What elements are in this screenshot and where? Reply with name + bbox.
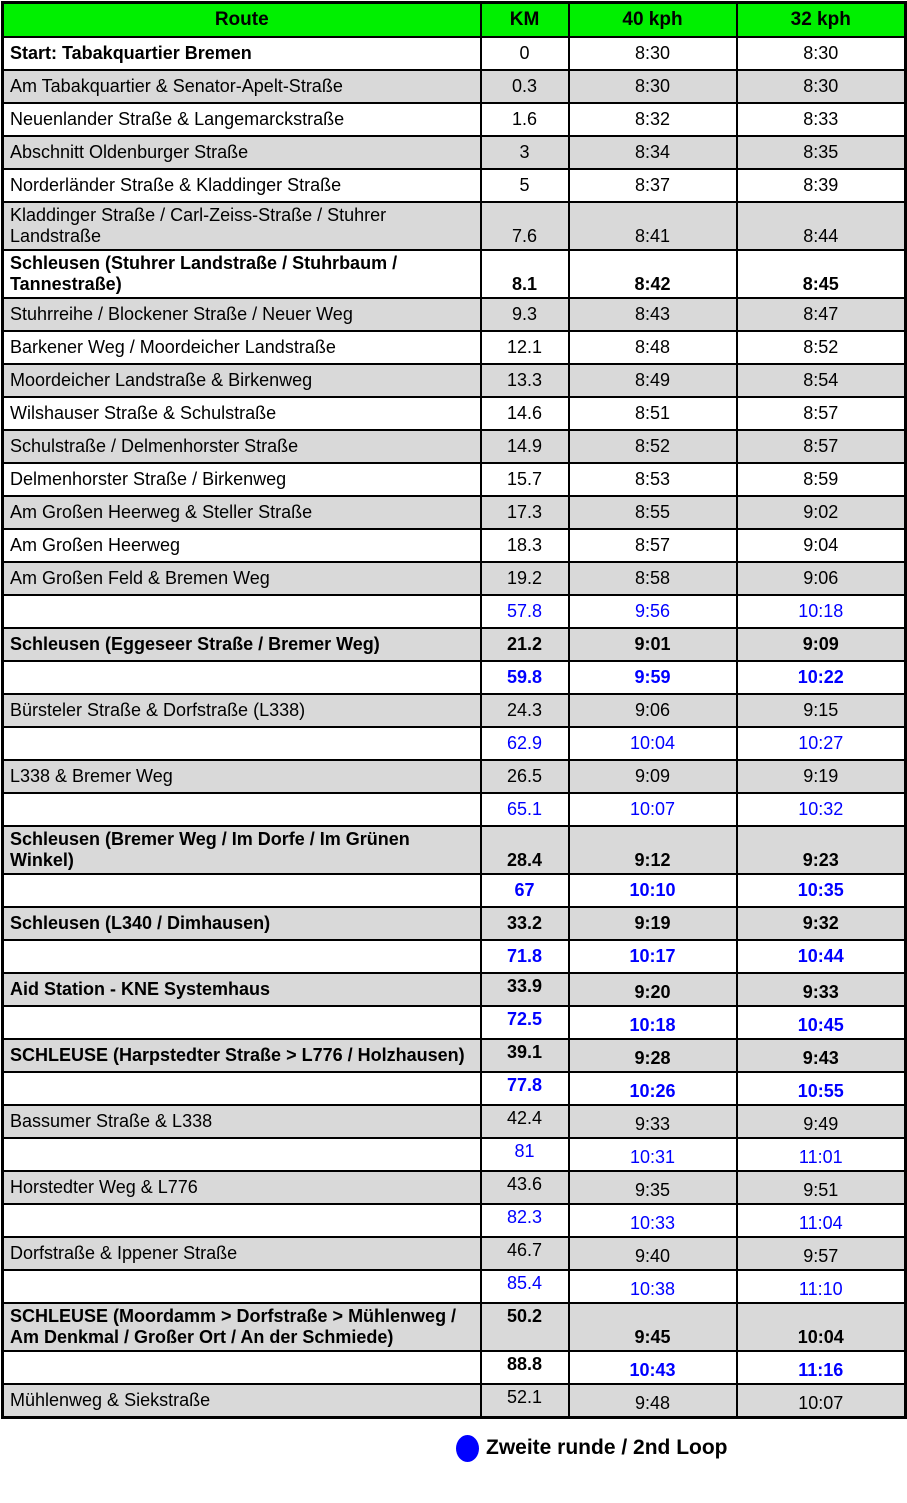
col-header-40kph: 40 kph xyxy=(569,3,737,38)
route-cell: Moordeicher Landstraße & Birkenweg xyxy=(3,364,481,397)
route-cell: Schleusen (Eggeseer Straße / Bremer Weg) xyxy=(3,628,481,661)
km-cell: 14.6 xyxy=(481,397,569,430)
time-32kph-cell: 8:45 xyxy=(737,250,906,298)
table-row xyxy=(3,661,906,694)
table-row xyxy=(3,1384,906,1417)
time-40kph-cell: 8:52 xyxy=(569,430,737,463)
table-row xyxy=(3,202,906,250)
time-40kph-cell: 10:43 xyxy=(569,1351,737,1384)
time-40kph-cell: 8:42 xyxy=(569,250,737,298)
time-32kph-cell: 11:16 xyxy=(737,1351,906,1384)
table-row xyxy=(3,694,906,727)
table-row xyxy=(3,907,906,940)
col-header-32kph: 32 kph xyxy=(737,3,906,38)
route-cell: Schleusen (Stuhrer Landstraße / Stuhrbaum / Tannestraße) xyxy=(3,250,481,298)
table-row xyxy=(3,628,906,661)
table-row xyxy=(3,727,906,760)
table-row xyxy=(3,1171,906,1204)
time-32kph-cell: 10:55 xyxy=(737,1072,906,1105)
time-40kph-cell: 10:17 xyxy=(569,940,737,973)
time-32kph-cell: 10:45 xyxy=(737,1006,906,1039)
table-row xyxy=(3,1072,906,1105)
table-row xyxy=(3,529,906,562)
km-cell: 33.2 xyxy=(481,907,569,940)
time-32kph-cell: 10:07 xyxy=(737,1384,906,1417)
route-cell: Schleusen (Bremer Weg / Im Dorfe / Im Grünen Winkel) xyxy=(3,826,481,874)
time-32kph-cell: 8:39 xyxy=(737,169,906,202)
table-row xyxy=(3,1204,906,1237)
route-cell xyxy=(3,940,481,973)
km-cell: 71.8 xyxy=(481,940,569,973)
time-40kph-cell: 8:41 xyxy=(569,202,737,250)
route-cell xyxy=(3,1204,481,1237)
time-40kph-cell: 8:55 xyxy=(569,496,737,529)
table-row xyxy=(3,430,906,463)
km-cell: 24.3 xyxy=(481,694,569,727)
route-cell: Am Tabakquartier & Senator-Apelt-Straße xyxy=(3,70,481,103)
route-cell: Wilshauser Straße & Schulstraße xyxy=(3,397,481,430)
km-cell: 88.8 xyxy=(481,1351,569,1384)
route-cell: Norderländer Straße & Kladdinger Straße xyxy=(3,169,481,202)
second-loop-legend xyxy=(456,1435,907,1462)
table-row xyxy=(3,1237,906,1270)
time-40kph-cell: 9:20 xyxy=(569,973,737,1006)
table-row xyxy=(3,793,906,826)
table-body xyxy=(3,37,906,1417)
table-row xyxy=(3,1105,906,1138)
col-header-km: KM xyxy=(481,3,569,38)
table-row xyxy=(3,298,906,331)
time-32kph-cell: 9:23 xyxy=(737,826,906,874)
time-32kph-cell: 9:43 xyxy=(737,1039,906,1072)
route-cell xyxy=(3,793,481,826)
km-cell: 26.5 xyxy=(481,760,569,793)
km-cell: 81 xyxy=(481,1138,569,1171)
route-cell: L338 & Bremer Weg xyxy=(3,760,481,793)
km-cell: 50.2 xyxy=(481,1303,569,1351)
table-row xyxy=(3,940,906,973)
route-cell: Abschnitt Oldenburger Straße xyxy=(3,136,481,169)
route-cell: Am Großen Heerweg xyxy=(3,529,481,562)
km-cell: 39.1 xyxy=(481,1039,569,1072)
route-cell: Neuenlander Straße & Langemarckstraße xyxy=(3,103,481,136)
col-header-route: Route xyxy=(3,3,481,38)
table-row xyxy=(3,826,906,874)
route-cell: Mühlenweg & Siekstraße xyxy=(3,1384,481,1417)
route-cell: Schleusen (L340 / Dimhausen) xyxy=(3,907,481,940)
km-cell: 0.3 xyxy=(481,70,569,103)
time-40kph-cell: 9:28 xyxy=(569,1039,737,1072)
route-cell xyxy=(3,727,481,760)
time-40kph-cell: 8:49 xyxy=(569,364,737,397)
table-row xyxy=(3,1270,906,1303)
route-cell: Bassumer Straße & L338 xyxy=(3,1105,481,1138)
loop-dot-icon xyxy=(456,1435,479,1462)
time-32kph-cell: 8:30 xyxy=(737,70,906,103)
route-cell: Horstedter Weg & L776 xyxy=(3,1171,481,1204)
km-cell: 21.2 xyxy=(481,628,569,661)
time-32kph-cell: 10:35 xyxy=(737,874,906,907)
km-cell: 28.4 xyxy=(481,826,569,874)
table-row xyxy=(3,1351,906,1384)
km-cell: 7.6 xyxy=(481,202,569,250)
table-row xyxy=(3,169,906,202)
time-40kph-cell: 9:09 xyxy=(569,760,737,793)
time-32kph-cell: 9:19 xyxy=(737,760,906,793)
route-cell xyxy=(3,1270,481,1303)
time-40kph-cell: 8:48 xyxy=(569,331,737,364)
time-40kph-cell: 9:40 xyxy=(569,1237,737,1270)
time-40kph-cell: 10:04 xyxy=(569,727,737,760)
km-cell: 57.8 xyxy=(481,595,569,628)
table-row xyxy=(3,562,906,595)
route-cell: Barkener Weg / Moordeicher Landstraße xyxy=(3,331,481,364)
table-row xyxy=(3,364,906,397)
time-40kph-cell: 9:35 xyxy=(569,1171,737,1204)
time-32kph-cell: 8:33 xyxy=(737,103,906,136)
time-32kph-cell: 10:44 xyxy=(737,940,906,973)
time-40kph-cell: 10:33 xyxy=(569,1204,737,1237)
time-32kph-cell: 10:04 xyxy=(737,1303,906,1351)
table-row xyxy=(3,1303,906,1351)
time-40kph-cell: 8:58 xyxy=(569,562,737,595)
time-32kph-cell: 11:10 xyxy=(737,1270,906,1303)
table-row xyxy=(3,1138,906,1171)
route-cell xyxy=(3,661,481,694)
time-32kph-cell: 9:51 xyxy=(737,1171,906,1204)
table-row xyxy=(3,595,906,628)
km-cell: 18.3 xyxy=(481,529,569,562)
time-32kph-cell: 9:15 xyxy=(737,694,906,727)
route-cell: Stuhrreihe / Blockener Straße / Neuer Weg xyxy=(3,298,481,331)
route-cell xyxy=(3,1072,481,1105)
km-cell: 52.1 xyxy=(481,1384,569,1417)
time-32kph-cell: 9:06 xyxy=(737,562,906,595)
time-40kph-cell: 8:37 xyxy=(569,169,737,202)
table-row xyxy=(3,103,906,136)
time-40kph-cell: 10:07 xyxy=(569,793,737,826)
km-cell: 17.3 xyxy=(481,496,569,529)
time-40kph-cell: 9:33 xyxy=(569,1105,737,1138)
km-cell: 42.4 xyxy=(481,1105,569,1138)
km-cell: 59.8 xyxy=(481,661,569,694)
time-32kph-cell: 9:02 xyxy=(737,496,906,529)
km-cell: 77.8 xyxy=(481,1072,569,1105)
legend-label: Zweite runde / 2nd Loop xyxy=(486,1436,728,1459)
time-40kph-cell: 8:51 xyxy=(569,397,737,430)
route-cell: Start: Tabakquartier Bremen xyxy=(3,37,481,70)
route-cell xyxy=(3,1351,481,1384)
km-cell: 1.6 xyxy=(481,103,569,136)
time-32kph-cell: 9:57 xyxy=(737,1237,906,1270)
time-32kph-cell: 10:22 xyxy=(737,661,906,694)
time-40kph-cell: 8:34 xyxy=(569,136,737,169)
km-cell: 9.3 xyxy=(481,298,569,331)
time-32kph-cell: 8:44 xyxy=(737,202,906,250)
table-row xyxy=(3,1006,906,1039)
time-32kph-cell: 8:57 xyxy=(737,397,906,430)
time-32kph-cell: 11:01 xyxy=(737,1138,906,1171)
route-cell: Schulstraße / Delmenhorster Straße xyxy=(3,430,481,463)
table-row xyxy=(3,760,906,793)
km-cell: 8.1 xyxy=(481,250,569,298)
table-row xyxy=(3,136,906,169)
time-40kph-cell: 9:19 xyxy=(569,907,737,940)
pace-table xyxy=(1,1,907,1419)
time-40kph-cell: 9:48 xyxy=(569,1384,737,1417)
km-cell: 43.6 xyxy=(481,1171,569,1204)
time-32kph-cell: 9:33 xyxy=(737,973,906,1006)
time-32kph-cell: 9:09 xyxy=(737,628,906,661)
route-cell xyxy=(3,595,481,628)
route-cell: Kladdinger Straße / Carl-Zeiss-Straße / Stuhrer Landstraße xyxy=(3,202,481,250)
time-32kph-cell: 9:49 xyxy=(737,1105,906,1138)
km-cell: 67 xyxy=(481,874,569,907)
time-40kph-cell: 10:18 xyxy=(569,1006,737,1039)
time-40kph-cell: 8:30 xyxy=(569,70,737,103)
time-40kph-cell: 10:38 xyxy=(569,1270,737,1303)
time-40kph-cell: 8:30 xyxy=(569,37,737,70)
route-cell: Am Großen Feld & Bremen Weg xyxy=(3,562,481,595)
time-32kph-cell: 10:32 xyxy=(737,793,906,826)
route-cell: SCHLEUSE (Moordamm > Dorfstraße > Mühlenweg / Am Denkmal / Großer Ort / An der Schmiede) xyxy=(3,1303,481,1351)
time-32kph-cell: 8:52 xyxy=(737,331,906,364)
route-cell xyxy=(3,1138,481,1171)
route-cell: Am Großen Heerweg & Steller Straße xyxy=(3,496,481,529)
route-cell: Aid Station - KNE Systemhaus xyxy=(3,973,481,1006)
table-row xyxy=(3,874,906,907)
time-32kph-cell: 10:27 xyxy=(737,727,906,760)
km-cell: 15.7 xyxy=(481,463,569,496)
table-row xyxy=(3,397,906,430)
table-row xyxy=(3,1039,906,1072)
route-cell xyxy=(3,874,481,907)
time-40kph-cell: 9:12 xyxy=(569,826,737,874)
time-32kph-cell: 9:32 xyxy=(737,907,906,940)
time-40kph-cell: 10:10 xyxy=(569,874,737,907)
time-40kph-cell: 9:01 xyxy=(569,628,737,661)
km-cell: 19.2 xyxy=(481,562,569,595)
km-cell: 14.9 xyxy=(481,430,569,463)
km-cell: 72.5 xyxy=(481,1006,569,1039)
route-cell: Delmenhorster Straße / Birkenweg xyxy=(3,463,481,496)
table-row xyxy=(3,70,906,103)
time-32kph-cell: 8:35 xyxy=(737,136,906,169)
km-cell: 33.9 xyxy=(481,973,569,1006)
time-40kph-cell: 9:59 xyxy=(569,661,737,694)
table-row xyxy=(3,463,906,496)
km-cell: 13.3 xyxy=(481,364,569,397)
route-cell: SCHLEUSE (Harpstedter Straße > L776 / Holzhausen) xyxy=(3,1039,481,1072)
table-row xyxy=(3,250,906,298)
route-cell xyxy=(3,1006,481,1039)
km-cell: 46.7 xyxy=(481,1237,569,1270)
km-cell: 82.3 xyxy=(481,1204,569,1237)
time-40kph-cell: 9:56 xyxy=(569,595,737,628)
time-40kph-cell: 8:53 xyxy=(569,463,737,496)
time-32kph-cell: 10:18 xyxy=(737,595,906,628)
time-32kph-cell: 8:57 xyxy=(737,430,906,463)
time-32kph-cell: 8:30 xyxy=(737,37,906,70)
route-cell: Dorfstraße & Ippener Straße xyxy=(3,1237,481,1270)
time-32kph-cell: 9:04 xyxy=(737,529,906,562)
table-row xyxy=(3,37,906,70)
table-row xyxy=(3,973,906,1006)
km-cell: 62.9 xyxy=(481,727,569,760)
km-cell: 12.1 xyxy=(481,331,569,364)
time-40kph-cell: 8:57 xyxy=(569,529,737,562)
time-40kph-cell: 10:26 xyxy=(569,1072,737,1105)
km-cell: 5 xyxy=(481,169,569,202)
route-cell: Bürsteler Straße & Dorfstraße (L338) xyxy=(3,694,481,727)
time-32kph-cell: 11:04 xyxy=(737,1204,906,1237)
time-32kph-cell: 8:59 xyxy=(737,463,906,496)
time-40kph-cell: 8:32 xyxy=(569,103,737,136)
km-cell: 3 xyxy=(481,136,569,169)
km-cell: 0 xyxy=(481,37,569,70)
table-row xyxy=(3,496,906,529)
table-row xyxy=(3,331,906,364)
time-32kph-cell: 8:54 xyxy=(737,364,906,397)
time-32kph-cell: 8:47 xyxy=(737,298,906,331)
time-40kph-cell: 10:31 xyxy=(569,1138,737,1171)
time-40kph-cell: 9:45 xyxy=(569,1303,737,1351)
km-cell: 65.1 xyxy=(481,793,569,826)
km-cell: 85.4 xyxy=(481,1270,569,1303)
time-40kph-cell: 8:43 xyxy=(569,298,737,331)
header-row xyxy=(3,3,906,38)
time-40kph-cell: 9:06 xyxy=(569,694,737,727)
